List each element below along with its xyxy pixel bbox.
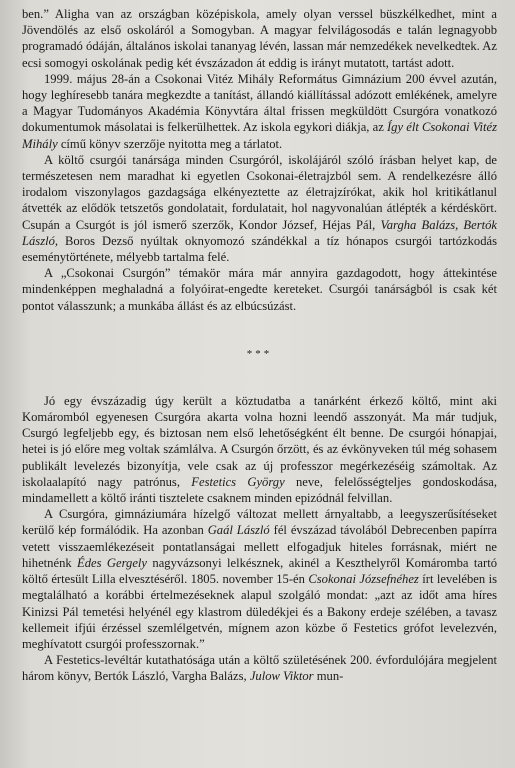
text-run: mun- (313, 669, 344, 684)
italic-text: Vargha Balázs, Bertók László, (22, 217, 497, 248)
text-run: című könyv szerzője nyitotta meg a tárlatot. (57, 136, 283, 151)
paragraph (22, 506, 497, 652)
text-run: Jó egy évszázadig úgy került a köztudatba a tanárként érkező költő, mint aki Komáromból egyenesen Csurgóra akarta volna hozni leendő asszonyát. Ma már tudjuk, Csurgó legfeljebb egy, és biztosan nem első lehetőségként élt benne. De csurgói hónapjai, hetei is jó előre meg voltak számlálva. A Csurgón őrzött, és az évkönyveken túl még sohasem publikált levelezés bizonyítja, vele csak az új professzor megérkezéséig számoltak. Az iskolaalapító nagy patrónus, (22, 393, 497, 489)
text-run: írt levelében is megtalálható a korábbi értelmezéseknek alapul szolgáló mondat: „azt az időt ama híres Kinizsi Pál temetési helyénél egy klastrom düledékjei és a Bakony erdeje szélében, a tavasz kellemeit ifjúi érzéssel szemlélgetvén, mígnem azon közbe ő Festetics grófot levelezvén, meghívatott csurgói professzornak.” (22, 572, 497, 651)
italic-text: Csokonai Józsefnéhez (308, 572, 419, 587)
text-run: ben.” Aligha van az országban középiskola, amely olyan verssel büszkélkedhet, mint a Jövendölés az első oskoláról a Somogyban. A magyar felvilágosodás e talán legnagyobb programadó ódáján, általános iskolai tananyag lévén, lassan már nemzedékek nevelkedtek. Az ecsi somogyi oskolának pedig két évszázadon át eddig is irányt mutatott, tartást adott. (22, 7, 497, 70)
paragraph (22, 652, 497, 684)
italic-text: Így élt Csokonai Vitéz Mihály (22, 120, 497, 151)
text-run: A Csurgóra, gimnáziumára hízelgő változat mellett árnyaltabb, a leegyszerűsítéseket kerülő kép formálódik. Ha azonban (22, 507, 497, 538)
paragraph (22, 6, 497, 71)
paragraph (22, 265, 497, 314)
text-run: neve, felelősségteljes gondoskodása, mindamellett a költő iránti tisztelete csaknem minden epizódnál felvillan. (22, 474, 497, 506)
paragraph (22, 393, 497, 506)
italic-text: Festetics György (191, 474, 285, 489)
italic-text: Julow Viktor (249, 669, 314, 684)
text-run: A Festetics-levéltár kutathatósága után a költő születésének 200. évfordulójára megjelent három könyv, Bertók László, Vargha Balázs, (22, 653, 497, 684)
page-text (22, 6, 497, 685)
paragraph (22, 152, 497, 265)
top-section (22, 6, 497, 314)
text-run: nagyvázsonyi lelkésznek, akinél a Keszthelyről Komáromba tartó költő értesült Lilla elvesztéséről. 1805. november 15-én (22, 555, 497, 587)
italic-text: Gaál László (207, 523, 270, 538)
text-run: Boros Dezső nyúltak oknyomozó szándékkal a tíz hónapos csurgói tartózkodás eseménytörténete, mélyebb tartalma felé. (22, 233, 497, 265)
italic-text: Édes Gergely (77, 555, 148, 570)
paragraph (22, 71, 497, 152)
text-run: A „Csokonai Csurgón” témakör mára már annyira gazdagodott, hogy áttekintése mindenképpen meghaladná a folyóirat-engedte kereteket. Csurgói tanárságból is csak két pontot válasszunk; a munkába állást és az elbúcsúzást. (22, 266, 497, 313)
text-run: A költő csurgói tanársága minden Csurgóról, iskolájáról szóló írásban helyet kap, de természetesen nem maradhat ki egyetlen Csokonai-életrajzból sem. A rendelkezésre álló irodalom viszonylagos gazdagsága elkényeztette az életrajzírókat, akik hol kritikátlanul átvették az elődök tetszetős gondolatait, fordulatait, hol nagyvonalúan átlépték a kérdéskört. Csupán a Csurgót is jól ismerő szerzők, Kondor József, Héjas Pál, (22, 152, 497, 232)
bottom-section (22, 393, 497, 685)
text-run: 1999. május 28-án a Csokonai Vitéz Mihály Református Gimnázium 200 évvel azután, hogy leghíresebb tanára megkezdte a tanítást, állandó kiállítással adózott emlékének, amelyre a Magyar Tudományos Akadémia Könyvtára által frissen megküldött Csurgóra vonatkozó dokumentumok másolatai is felkerülhettek. Az iskola egykori diákja, az (22, 71, 497, 135)
section-separator: *** (246, 347, 273, 360)
text-run: fél évszázad távolából Debrecenben papírra vetett visszaemlékezéseit pontatlanságai mellett elfogadjuk hiteles forrásnak, miért ne hihetnénk (22, 523, 497, 570)
